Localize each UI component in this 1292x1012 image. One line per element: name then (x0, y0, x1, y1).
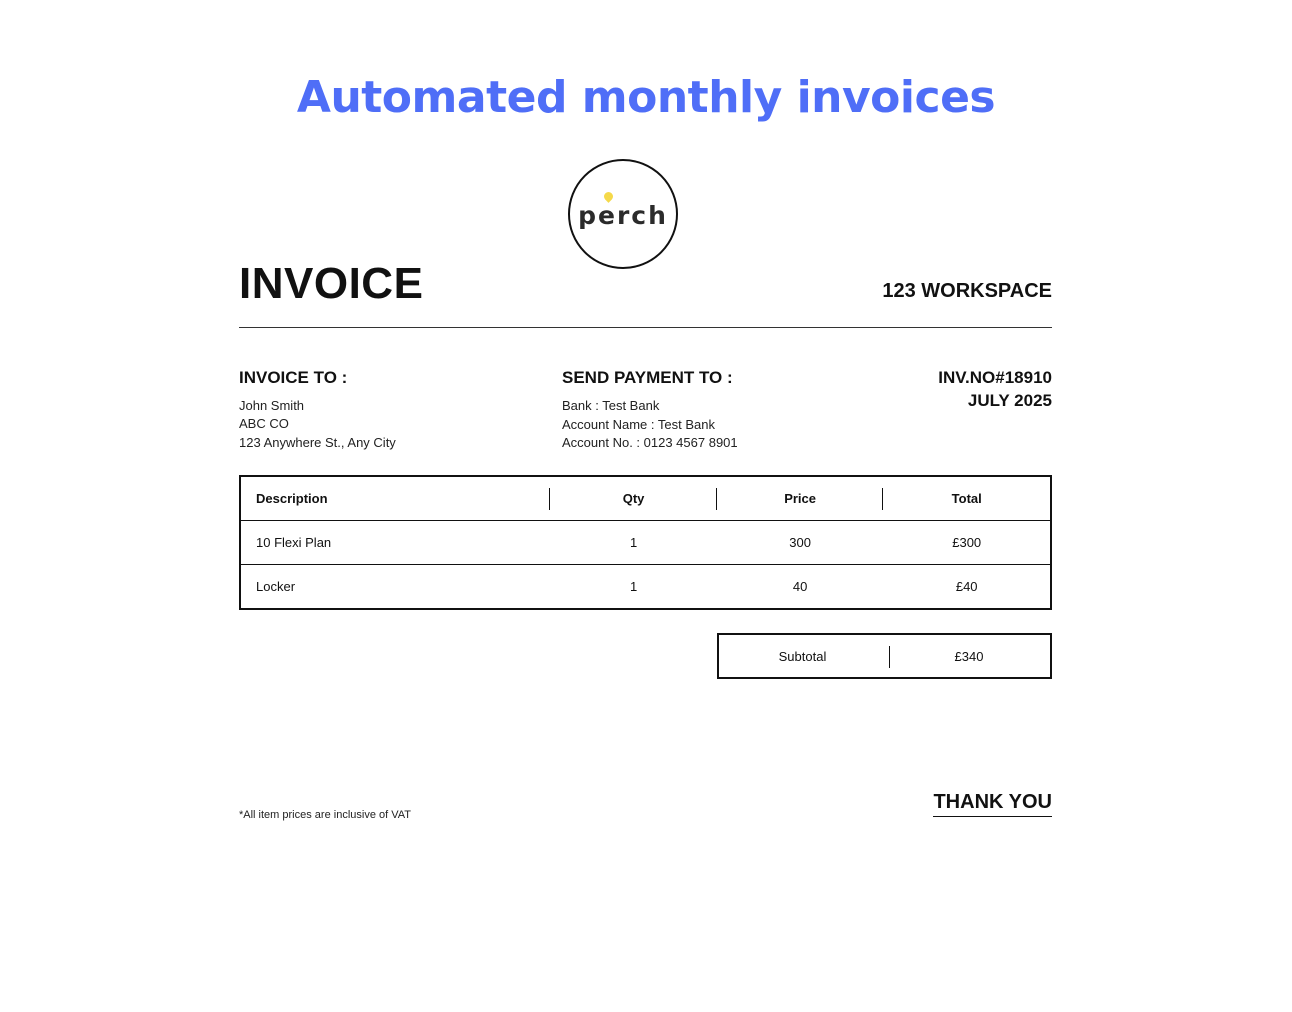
invoice-title: INVOICE (239, 259, 424, 308)
bill-to-heading: INVOICE TO : (239, 368, 348, 387)
header-price: Price (717, 476, 884, 521)
logo-wordmark: perch (578, 201, 668, 230)
bill-to-name: John Smith (239, 398, 305, 413)
table-row (240, 565, 1051, 610)
subtotal-label: Subtotal (778, 649, 827, 664)
subtotal-value: £340 (954, 649, 984, 664)
payment-bank: Bank : Test Bank (562, 398, 660, 413)
payment-heading: SEND PAYMENT TO : (562, 368, 733, 387)
header-total: Total (883, 476, 1051, 521)
invoice-number: INV.NO#18910 (938, 368, 1052, 387)
items-table (239, 475, 1052, 610)
subtotal-box (717, 633, 1052, 679)
row-total: £300 (952, 535, 982, 550)
table-header-row (240, 476, 1051, 521)
table-row (240, 521, 1051, 565)
thank-you-text: THANK YOU (933, 791, 1052, 817)
row-qty: 1 (550, 565, 717, 610)
row-description: Locker (240, 565, 550, 610)
row-price: 300 (789, 535, 811, 550)
header-description: Description (240, 476, 550, 521)
invoice-date: JULY 2025 (967, 391, 1052, 410)
payment-account-name: Account Name : Test Bank (562, 417, 715, 432)
header-divider (239, 327, 1052, 328)
row-total: £40 (883, 565, 1051, 610)
row-price: 40 (717, 565, 884, 610)
company-name: 123 WORKSPACE (882, 280, 1052, 302)
page-headline: Automated monthly invoices (296, 72, 996, 123)
row-description: 10 Flexi Plan (256, 535, 332, 550)
vat-note: *All item prices are inclusive of VAT (239, 809, 411, 821)
company-logo (568, 159, 678, 269)
header-qty: Qty (550, 476, 717, 521)
payment-account-number: Account No. : 0123 4567 8901 (562, 435, 738, 450)
bill-to-company: ABC CO (239, 416, 289, 431)
bill-to-address: 123 Anywhere St., Any City (239, 435, 396, 450)
row-qty: 1 (629, 535, 638, 550)
